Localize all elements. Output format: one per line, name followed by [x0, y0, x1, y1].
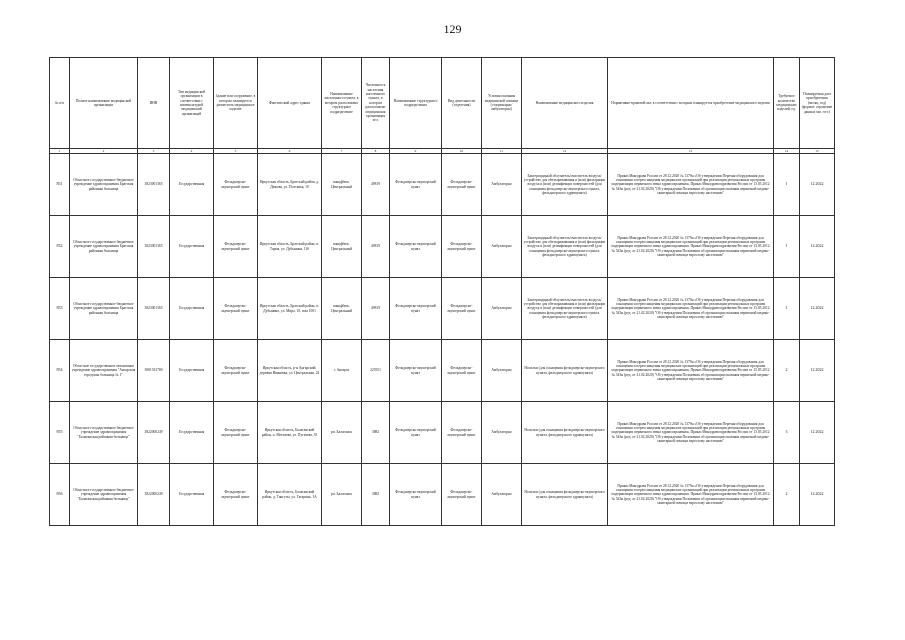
cell-settlement: вакцфбюк. Центральный [322, 278, 362, 340]
cell-act: Приказ Минздрава России от 28.12.2020 № 1379н «Об утверждении Перечня оборудования для оснащения и переоснащения медицинских организаций при реализации региональных программ модернизации первичного звена здравоохранения» Приказ Минздравсоцразвития России от 15.05.2012 № 543н (ред. от 21.02.2020) "Об утверждении Положения об организации оказания первичной медико-санитарной помощи взрослому населению" [608, 216, 774, 278]
cell-unit: Фельдшерско-акушерский пункт [390, 154, 442, 216]
table-row [50, 402, 835, 464]
cell-qty: 2 [774, 464, 800, 526]
cell-address: Иркутская область, Балаганский район, д. Тангуты, ул. Гагарина, 1А [258, 464, 322, 526]
table-body [50, 154, 835, 526]
cell-qty: 1 [774, 216, 800, 278]
cell-inn: 3822000249 [138, 402, 170, 464]
column-header: Наименование населенного пункта, в котором расположено структурное подразделение [322, 58, 362, 149]
column-header: Полное наименование медицинской организации [70, 58, 138, 149]
column-number: 10 [442, 149, 482, 154]
cell-population: 225551 [362, 340, 390, 402]
cell-org: Областное государственное бюджетное учреждение здравоохранения Братская районная больница [70, 154, 138, 216]
column-header: Тип медицинской организации в соответствии с номенклатурой медицинский организаций [170, 58, 214, 149]
column-header: Численность населения населенного пункта, в котором расположено медицинская организация чел. [362, 58, 390, 149]
cell-population: 49819 [362, 216, 390, 278]
column-header: Планируемая дата приобретения (месяц, год) (формат: отражение данных мм. гггг.) [800, 58, 835, 149]
cell-no: 852 [50, 216, 70, 278]
cell-qty: 3 [774, 402, 800, 464]
cell-activity: Фельдшерско-акушерский пункт [442, 402, 482, 464]
cell-qty: 1 [774, 154, 800, 216]
column-header: Здание или сооружение, в котором планируется разместить медицинское изделие [214, 58, 258, 149]
column-header: Фактический адрес здания [258, 58, 322, 149]
cell-org: Областное государственное бюджетное учреждение здравоохранения "Балаганская районная больница" [70, 402, 138, 464]
table-row [50, 216, 835, 278]
cell-type: Государственная [170, 278, 214, 340]
cell-act: Приказ Минздрава России от 28.12.2020 № 1379н «Об утверждении Перечня оборудования для оснащения и переоснащения медицинских организаций при реализации региональных программ модернизации первичного звена здравоохранения» Приказ Минздравсоцразвития России от 15.05.2012 № 543н (ред. от 21.02.2020) "Об утверждении Положения об организации оказания первичной медико-санитарной помощи взрослому населению" [608, 278, 774, 340]
cell-no: 851 [50, 154, 70, 216]
column-number: 15 [800, 149, 835, 154]
cell-device: Носилки (для оснащения фельдшерско-акушерского пункта, фельдшерского здравпункта) [522, 464, 608, 526]
table-row [50, 278, 835, 340]
column-number: 3 [138, 149, 170, 154]
column-number: 7 [322, 149, 362, 154]
equipment-table [49, 57, 835, 526]
cell-no: 853 [50, 278, 70, 340]
cell-building: Фельдшерско-акушерский пункт [214, 154, 258, 216]
cell-unit: Фельдшерско-акушерский пункт [390, 340, 442, 402]
cell-type: Государственная [170, 340, 214, 402]
cell-address: Иркутская область, Братский район, д. Дюкова, ул. Полтавья, 10 [258, 154, 322, 216]
cell-no: 856 [50, 464, 70, 526]
cell-population: 3882 [362, 402, 390, 464]
cell-date: 12.2022 [800, 154, 835, 216]
column-header: Наименование структурного подразделения [390, 58, 442, 149]
column-header: Условия оказания медицинской помощи (стационарно/амбулаторно) [482, 58, 522, 149]
cell-org: Областное государственное автономное учреждение здравоохранения "Ангарская городская больница № 1" [70, 340, 138, 402]
column-number: 2 [70, 149, 138, 154]
cell-building: Фельдшерско-акушерский пункт [214, 278, 258, 340]
cell-settlement: рп. Балаганск [322, 402, 362, 464]
cell-inn: 3823001365 [138, 154, 170, 216]
cell-qty: 1 [774, 278, 800, 340]
cell-no: 855 [50, 402, 70, 464]
cell-settlement: г. Ангарск [322, 340, 362, 402]
cell-activity: Фельдшерско-акушерский пункт [442, 154, 482, 216]
cell-population: 3882 [362, 464, 390, 526]
page-number: 129 [443, 22, 462, 36]
cell-conditions: Амбулаторно [482, 278, 522, 340]
cell-conditions: Амбулаторно [482, 464, 522, 526]
cell-unit: Фельдшерско-акушерский пункт [390, 216, 442, 278]
column-header: Нормативно-правовой акт, в соответствии с которым планируется приобретение медицинского изделия [608, 58, 774, 149]
cell-address: Иркутская область, Братский район, п. Тарма, ул. Дубынина, 116 [258, 216, 322, 278]
cell-date: 12.2022 [800, 340, 835, 402]
cell-address: Иркутская область, р-н Ангарский, деревня Ивановка, ул. Центральная, 24 [258, 340, 322, 402]
cell-settlement: рп. Балаганск [322, 464, 362, 526]
table-row [50, 154, 835, 216]
cell-address: Иркутская область, Балаганский район, п. Метляева, ул. Пугачева, 35 [258, 402, 322, 464]
table-row [50, 340, 835, 402]
column-number: 5 [214, 149, 258, 154]
cell-conditions: Амбулаторно [482, 402, 522, 464]
cell-activity: Фельдшерско-акушерский пункт [442, 216, 482, 278]
column-number: 12 [522, 149, 608, 154]
column-number: 13 [608, 149, 774, 154]
cell-conditions: Амбулаторно [482, 154, 522, 216]
cell-act: Приказ Минздрава России от 28.12.2020 № 1379н «Об утверждении Перечня оборудования для оснащения и переоснащения медицинских организаций при реализации региональных программ модернизации первичного звена здравоохранения» Приказ Минздравсоцразвития России от 15.05.2012 № 543н (ред. от 21.02.2020) "Об утверждении Положения об организации оказания первичной медико-санитарной помощи взрослому населению" [608, 402, 774, 464]
cell-conditions: Амбулаторно [482, 340, 522, 402]
cell-org: Областное государственное бюджетное учреждение здравоохранения Братская районная больница [70, 216, 138, 278]
cell-inn: 3822000249 [138, 464, 170, 526]
cell-address: Иркутская область, Братский район, п. Дубынино, ул. Мира, 10, пом 1001 [258, 278, 322, 340]
cell-type: Государственная [170, 154, 214, 216]
cell-act: Приказ Минздрава России от 28.12.2020 № 1379н «Об утверждении Перечня оборудования для оснащения и переоснащения медицинских организаций при реализации региональных программ модернизации первичного звена здравоохранения» Приказ Минздравсоцразвития России от 15.05.2012 № 543н (ред. от 21.02.2020) "Об утверждении Положения об организации оказания первичной медико-санитарной помощи взрослому населению" [608, 464, 774, 526]
column-number: 9 [390, 149, 442, 154]
cell-building: Фельдшерско-акушерский пункт [214, 402, 258, 464]
cell-date: 12.2022 [800, 464, 835, 526]
column-header: № п/п [50, 58, 70, 149]
cell-org: Областное государственное бюджетное учреждение здравоохранения "Балаганская районная больница" [70, 464, 138, 526]
cell-conditions: Амбулаторно [482, 216, 522, 278]
cell-type: Государственная [170, 216, 214, 278]
column-number: 8 [362, 149, 390, 154]
cell-population: 49819 [362, 278, 390, 340]
column-number: 6 [258, 149, 322, 154]
cell-device: Носилки (для оснащения фельдшерско-акушерского пункта, фельдшерского здравпункта) [522, 340, 608, 402]
column-number: 14 [774, 149, 800, 154]
table-row [50, 464, 835, 526]
cell-inn: 3823001365 [138, 216, 170, 278]
column-header: ИНН [138, 58, 170, 149]
cell-device: Бактерицидный облучатель/очиститель воздуха/устройство для обеззараживания и (или) фильтрации воздуха и (или) дезинфекции поверхностей (для оснащения фельдшерско-акушерского пункта, фельдшерского здравпункта) [522, 278, 608, 340]
cell-activity: Фельдшерско-акушерский пункт [442, 278, 482, 340]
cell-unit: Фельдшерско-акушерский пункт [390, 278, 442, 340]
cell-building: Фельдшерско-акушерский пункт [214, 216, 258, 278]
cell-inn: 3801013780 [138, 340, 170, 402]
cell-population: 49819 [362, 154, 390, 216]
column-header: Вид деятельности (отделения) [442, 58, 482, 149]
cell-unit: Фельдшерско-акушерский пункт [390, 402, 442, 464]
column-number: 11 [482, 149, 522, 154]
cell-inn: 3823001365 [138, 278, 170, 340]
column-header: Наименование медицинского изделия [522, 58, 608, 149]
cell-settlement: вакцфбюк. Центральный [322, 154, 362, 216]
column-number: 4 [170, 149, 214, 154]
cell-date: 12.2022 [800, 216, 835, 278]
cell-date: 12.2022 [800, 402, 835, 464]
cell-no: 854 [50, 340, 70, 402]
cell-type: Государственная [170, 402, 214, 464]
column-number: 1 [50, 149, 70, 154]
column-header: Требуемое количество медицинских изделий, ед. [774, 58, 800, 149]
cell-building: Фельдшерско-акушерский пункт [214, 464, 258, 526]
cell-type: Государственная [170, 464, 214, 526]
cell-activity: Фельдшерско-акушерский пункт [442, 464, 482, 526]
cell-device: Бактерицидный облучатель/очиститель воздуха/устройство для обеззараживания и (или) фильтрации воздуха и (или) дезинфекции поверхностей (для оснащения фельдшерско-акушерского пункта, фельдшерского здравпункта) [522, 154, 608, 216]
cell-activity: Фельдшерско-акушерский пункт [442, 340, 482, 402]
cell-settlement: вакцфбюк. Центральный [322, 216, 362, 278]
cell-building: Фельдшерско-акушерский пункт [214, 340, 258, 402]
cell-date: 12.2022 [800, 278, 835, 340]
header-row [50, 58, 835, 149]
cell-device: Бактерицидный облучатель/очиститель воздуха/устройство для обеззараживания и (или) фильтрации воздуха и (или) дезинфекции поверхностей (для оснащения фельдшерско-акушерского пункта, фельдшерского здравпункта) [522, 216, 608, 278]
cell-act: Приказ Минздрава России от 28.12.2020 № 1379н «Об утверждении Перечня оборудования для оснащения и переоснащения медицинских организаций при реализации региональных программ модернизации первичного звена здравоохранения» Приказ Минздравсоцразвития России от 15.05.2012 № 543н (ред. от 21.02.2020) "Об утверждении Положения об организации оказания первичной медико-санитарной помощи взрослому населению" [608, 340, 774, 402]
cell-act: Приказ Минздрава России от 28.12.2020 № 1379н «Об утверждении Перечня оборудования для оснащения и переоснащения медицинских организаций при реализации региональных программ модернизации первичного звена здравоохранения» Приказ Минздравсоцразвития России от 15.05.2012 № 543н (ред. от 21.02.2020) "Об утверждении Положения об организации оказания первичной медико-санитарной помощи взрослому населению" [608, 154, 774, 216]
cell-qty: 2 [774, 340, 800, 402]
cell-org: Областное государственное бюджетное учреждение здравоохранения Братская районная больница [70, 278, 138, 340]
cell-unit: Фельдшерско-акушерский пункт [390, 464, 442, 526]
cell-device: Носилки (для оснащения фельдшерско-акушерского пункта, фельдшерского здравпункта) [522, 402, 608, 464]
